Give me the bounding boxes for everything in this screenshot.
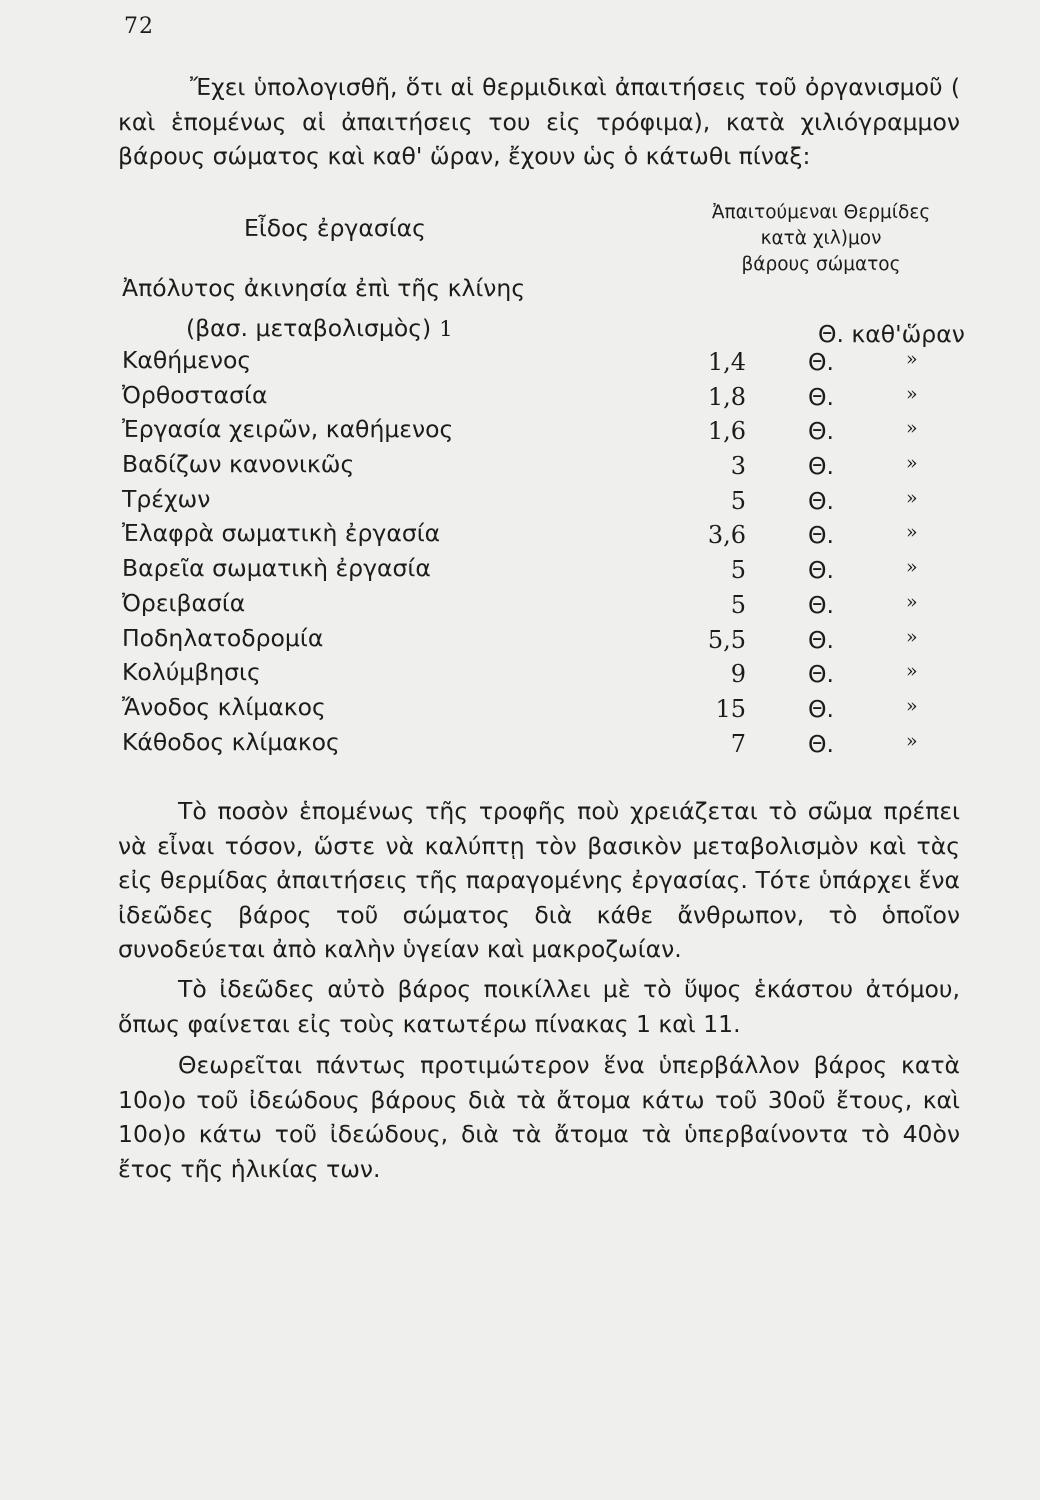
ditto-mark: »	[906, 417, 918, 440]
calorie-unit: Θ.	[808, 729, 834, 758]
calorie-unit: Θ.	[808, 417, 834, 446]
calorie-unit: Θ.	[808, 382, 834, 411]
table-header-calories-line2: κατὰ χιλ)μον	[760, 228, 882, 249]
calorie-value: 5,5	[707, 625, 746, 654]
ditto-mark: »	[906, 486, 918, 509]
ditto-mark: »	[906, 521, 918, 544]
ditto-mark: »	[906, 556, 918, 579]
calorie-value: 5	[730, 556, 746, 585]
table-row	[122, 693, 962, 728]
calorie-unit: Θ.	[808, 590, 834, 619]
ditto-mark: »	[906, 452, 918, 475]
table-row	[122, 450, 962, 485]
table-row	[122, 554, 962, 589]
calorie-value: 1,6	[707, 417, 746, 446]
intro-paragraph: Ἔχει ὑπολογισθῆ, ὅτι αἱ θερμιδικαὶ ἀπαιτήσεις τοῦ ὀργανισμοῦ ( καὶ ἑπομένως αἱ ἀπαιτήσεις του εἰς τρόφιμα), κατὰ χιλιόγραμμον βάρους σώματος καὶ καθ' ὥραν, ἔχουν ὡς ὁ κάτωθι πίναξ:	[118, 73, 960, 170]
activity-name: Καθήμενος	[122, 346, 252, 374]
ditto-mark: »	[906, 590, 918, 613]
calorie-value: 1,8	[707, 382, 746, 411]
ditto-mark: »	[906, 660, 918, 683]
table-header-activity: Εἶδος ἐργασίας	[244, 214, 426, 242]
ditto-mark: »	[906, 348, 918, 370]
calorie-unit: Θ.	[808, 556, 834, 585]
table-row	[122, 658, 962, 693]
activity-name: Ἐλαφρὰ σωματικὴ ἐργασία	[122, 519, 441, 548]
table-header-calories-line1: Ἀπαιτούμεναι Θερμίδες	[711, 202, 931, 223]
table-row	[122, 485, 962, 520]
calorie-unit: Θ.	[808, 348, 834, 376]
activity-name: Κολύμβησις	[122, 658, 261, 687]
table-row	[122, 381, 962, 416]
table-row	[122, 589, 962, 624]
calorie-unit: Θ.	[808, 521, 834, 550]
activity-name: Βαδίζων κανονικῶς	[122, 450, 355, 479]
basal-sublabel-text: (βασ. μεταβολισμὸς)	[186, 314, 432, 342]
calorie-value: 3,6	[707, 521, 746, 550]
calorie-unit: Θ.	[808, 694, 834, 723]
calorie-unit: Θ.	[808, 625, 834, 654]
activity-name: Βαρεῖα σωματικὴ ἐργασία	[122, 554, 431, 583]
calorie-unit: Θ.	[808, 452, 834, 481]
ditto-mark: »	[906, 694, 918, 717]
ditto-mark: »	[906, 382, 918, 405]
activity-name: Ὀρθοστασία	[122, 380, 268, 409]
activity-name: Ὀρειβασία	[122, 588, 246, 617]
table-row	[122, 415, 962, 450]
table-row	[122, 728, 962, 763]
body-paragraph-2: Τὸ ἰδεῶδες αὐτὸ βάρος ποικίλλει μὲ τὸ ὕψος ἑκάστου ἀτόμου, ὅπως φαίνεται εἰς τοὺς κατωτέρω πίνακας 1 καὶ 11.	[118, 975, 960, 1038]
calorie-value: 5	[730, 590, 746, 619]
body-paragraph-3: Θεωρεῖται πάντως προτιμώτερον ἕνα ὑπερβάλλον βάρος κατὰ 10ο)ο τοῦ ἰδεώδους βάρους διὰ τὰ ἄτομα κάτω τοῦ 30οῦ ἔτους, καὶ 10ο)ο κάτω τοῦ ἰδεώδους, διὰ τὰ ἄτομα τὰ ὑπερβαίνοντα τὸ 40ὸν ἔτος τῆς ἡλικίας των.	[118, 1051, 960, 1183]
calorie-unit: Θ.	[808, 660, 834, 689]
calorie-value: 5	[730, 486, 746, 515]
calorie-value: 15	[715, 694, 746, 723]
basal-row-unit: Θ. καθ'ὥραν	[818, 320, 965, 348]
activity-name: Τρέχων	[122, 484, 211, 513]
calorie-value: 7	[730, 729, 746, 758]
basal-row-sublabel	[186, 314, 453, 342]
table-row	[122, 624, 962, 659]
table-row	[122, 346, 962, 381]
table-header-calories	[676, 200, 966, 278]
calorie-value: 9	[730, 660, 746, 689]
calorie-table	[122, 346, 962, 762]
basal-footnote: 1	[439, 317, 453, 341]
table-header-calories-line3: βάρους σώματος	[741, 254, 901, 275]
page-number: 72	[124, 14, 154, 39]
ditto-mark: »	[906, 625, 918, 648]
table-row	[122, 519, 962, 554]
activity-name: Ποδηλατοδρομία	[122, 623, 324, 652]
activity-name: Ἐργασία χειρῶν, καθήμενος	[122, 415, 454, 444]
body-paragraph-1: Τὸ ποσὸν ἑπομένως τῆς τροφῆς ποὺ χρειάζεται τὸ σῶμα πρέπει νὰ εἶναι τόσον, ὥστε νὰ καλύπτῃ τὸν βασικὸν μεταβολισμὸν καὶ τὰς εἰς θερμίδας ἀπαιτήσεις τῆς παραγομένης ἐργασίας. Τότε ὑπάρχει ἕνα ἰδεῶδες βάρος τοῦ σώματος διὰ κάθε ἄνθρωπον, τὸ ὁποῖον συνοδεύεται ἀπὸ καλὴν ὑγείαν καὶ μακροζωίαν.	[118, 797, 960, 963]
basal-row-label: Ἀπόλυτος ἀκινησία ἐπὶ τῆς κλίνης	[122, 274, 526, 302]
ditto-mark: »	[906, 729, 918, 752]
activity-name: Κάθοδος κλίμακος	[122, 727, 340, 756]
calorie-value: 3	[730, 452, 746, 481]
calorie-value: 1,4	[707, 348, 746, 376]
activity-name: Ἄνοδος κλίμακος	[122, 692, 326, 721]
calorie-unit: Θ.	[808, 486, 834, 515]
